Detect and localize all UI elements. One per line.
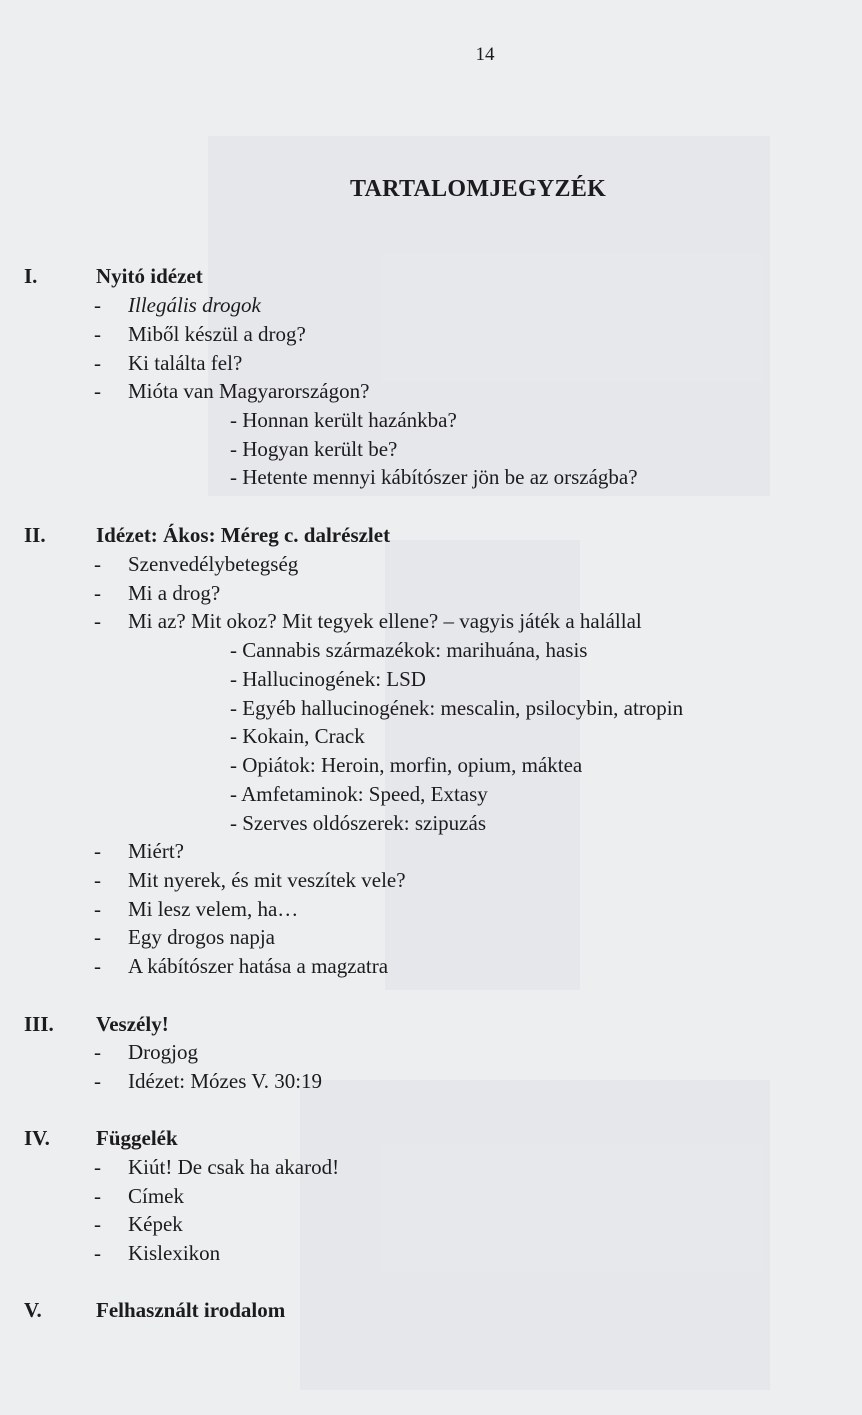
section-title: Függelék — [96, 1126, 178, 1150]
list-item-text: Címek — [128, 1184, 184, 1208]
dash: - — [94, 609, 101, 633]
dash: - — [94, 954, 101, 978]
section-title: Nyitó idézet — [96, 264, 203, 288]
dash: - — [94, 1184, 101, 1208]
sub-item: - Opiátok: Heroin, morfin, opium, máktea — [230, 753, 583, 777]
sub-item: - Egyéb hallucinogének: mescalin, psilocybin, atropin — [230, 696, 684, 720]
section-title: Veszély! — [96, 1012, 169, 1036]
dash: - — [94, 925, 101, 949]
dash: - — [94, 1241, 101, 1265]
list-item-text: A kábítószer hatása a magzatra — [128, 954, 389, 978]
dash: - — [94, 839, 101, 863]
dash: - — [94, 351, 101, 375]
page-title: TARTALOMJEGYZÉK — [350, 176, 607, 202]
section-title: Idézet: Ákos: Méreg c. dalrészlet — [96, 523, 391, 547]
list-item-text: Szenvedélybetegség — [128, 552, 299, 576]
dash: - — [94, 293, 101, 317]
list-item-text: Miért? — [128, 839, 184, 863]
list-item-text: Miből készül a drog? — [128, 322, 306, 346]
sub-item: - Hogyan került be? — [230, 437, 398, 461]
background-image-bottom — [300, 1080, 770, 1390]
section-number: III. — [24, 1012, 54, 1036]
list-item-text: Kislexikon — [128, 1241, 221, 1265]
list-item-text: Mi az? Mit okoz? Mit tegyek ellene? – vagyis játék a halállal — [128, 609, 642, 633]
list-item-text: Illegális drogok — [128, 293, 261, 317]
dash: - — [94, 379, 101, 403]
list-item-text: Mit nyerek, és mit veszítek vele? — [128, 868, 406, 892]
sub-item: - Hetente mennyi kábítószer jön be az országba? — [230, 465, 638, 489]
dash: - — [94, 581, 101, 605]
list-item-text: Egy drogos napja — [128, 925, 275, 949]
sub-item: - Hallucinogének: LSD — [230, 667, 426, 691]
sub-item: - Amfetaminok: Speed, Extasy — [230, 782, 488, 806]
sub-item: - Cannabis származékok: marihuána, hasis — [230, 638, 588, 662]
list-item-text: Képek — [128, 1212, 183, 1236]
sub-item: - Honnan került hazánkba? — [230, 408, 457, 432]
list-item-text: Mi lesz velem, ha… — [128, 897, 299, 921]
section-number: IV. — [24, 1126, 50, 1150]
list-item-text: Ki találta fel? — [128, 351, 243, 375]
list-item-text: Idézet: Mózes V. 30:19 — [128, 1069, 323, 1093]
sub-item: - Szerves oldószerek: szipuzás — [230, 811, 486, 835]
dash: - — [94, 1155, 101, 1179]
section-number: I. — [24, 264, 38, 288]
dash: - — [94, 1212, 101, 1236]
page-number: 14 — [475, 44, 495, 65]
section-number: II. — [24, 523, 46, 547]
dash: - — [94, 1040, 101, 1064]
dash: - — [94, 897, 101, 921]
dash: - — [94, 552, 101, 576]
list-item-text: Drogjog — [128, 1040, 198, 1064]
dash: - — [94, 868, 101, 892]
section-number: V. — [24, 1298, 42, 1322]
dash: - — [94, 1069, 101, 1093]
dash: - — [94, 322, 101, 346]
list-item-text: Kiút! De csak ha akarod! — [128, 1155, 340, 1179]
sub-item: - Kokain, Crack — [230, 724, 365, 748]
list-item-text: Mi a drog? — [128, 581, 221, 605]
section-title: Felhasznált irodalom — [96, 1298, 286, 1322]
list-item-text: Mióta van Magyarországon? — [128, 379, 370, 403]
